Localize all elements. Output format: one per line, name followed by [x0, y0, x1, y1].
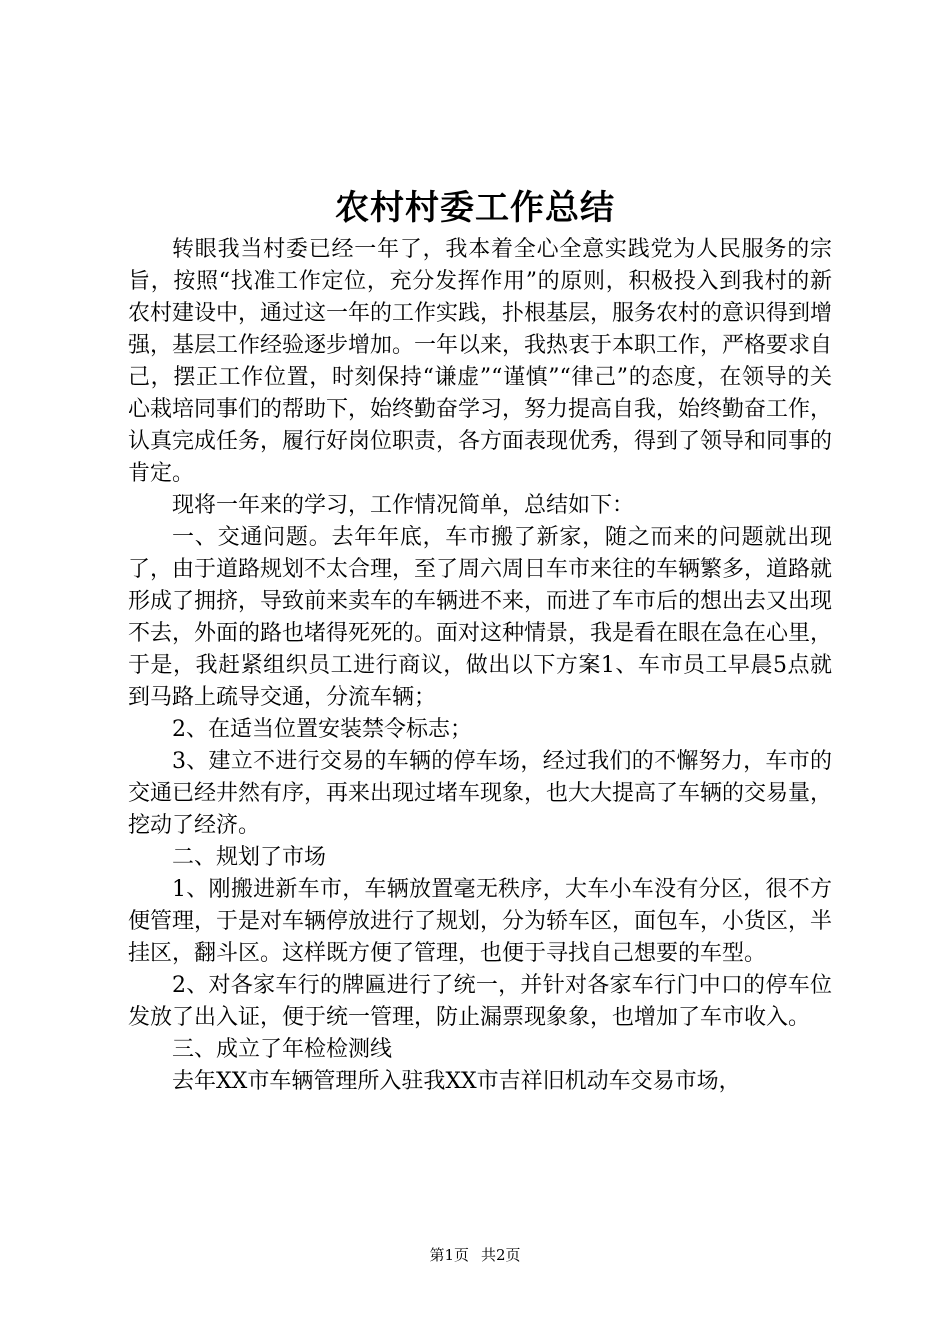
paragraph-section-traffic: 一、交通问题。去年年底，车市搬了新家，随之而来的问题就出现了，由于道路规划不太合理，至了周六周日车市来往的车辆繁多，道路就形成了拥挤，导致前来卖车的车辆进不来，而进了车市后的想出去又出现不去，外面的路也堵得死死的。面对这种情景，我是看在眼在急在心里，于是，我赶紧组织员工进行商议，做出以下方案1、车市员工早晨5点就到马路上疏导交通，分流车辆；	[128, 525, 833, 710]
paragraph-summary-lead: 现将一年来的学习，工作情况简单，总结如下：	[172, 493, 635, 518]
document-body	[128, 234, 832, 1098]
paragraph-intro: 转眼我当村委已经一年了，我本着全心全意实践党为人民服务的宗旨，按照“找准工作定位，充分发挥作用”的原则，积极投入到我村的新农村建设中，通过这一年的工作实践，扑根基层，服务农村的意识得到增强，基层工作经验逐步增加。一年以来，我热衷于本职工作，严格要求自己，摆正工作位置，时刻保持“谦虚”“谨慎”“律己”的态度，在领导的关心栽培同事们的帮助下，始终勤奋学习，努力提高自我，始终勤奋工作，认真完成任务，履行好岗位职责，各方面表现优秀，得到了领导和同事的肯定。	[128, 237, 833, 486]
paragraph-traffic-item-3: 3、建立不进行交易的车辆的停车场，经过我们的不懈努力，车市的交通已经井然有序，再来出现过堵车现象，也大大提高了车辆的交易量，挖动了经济。	[128, 749, 833, 838]
paragraph-section-planning: 二、规划了市场	[172, 845, 327, 870]
paragraph-section-inspection: 三、成立了年检检测线	[172, 1037, 393, 1062]
paragraph-inspection-text: 去年XX市车辆管理所入驻我XX市吉祥旧机动车交易市场，	[172, 1069, 741, 1094]
page-footer	[0, 1245, 950, 1265]
page-number: 第1页	[429, 1246, 469, 1264]
paragraph-planning-item-1: 1、刚搬进新车市，车辆放置毫无秩序，大车小车没有分区，很不方便管理，于是对车辆停放进行了规划，分为轿车区，面包车，小货区，半挂区，翻斗区。这样既方便了管理，也便于寻找自己想要的车型。	[128, 877, 833, 966]
page-total: 共2页	[481, 1246, 521, 1264]
paragraph-planning-item-2: 2、对各家车行的牌匾进行了统一，并针对各家车行门中口的停车位发放了出入证，便于统一管理，防止漏票现象象，也增加了车市收入。	[128, 973, 832, 1030]
document-title: 农村村委工作总结	[335, 188, 615, 228]
paragraph-traffic-item-2: 2、在适当位置安装禁令标志；	[172, 717, 472, 742]
